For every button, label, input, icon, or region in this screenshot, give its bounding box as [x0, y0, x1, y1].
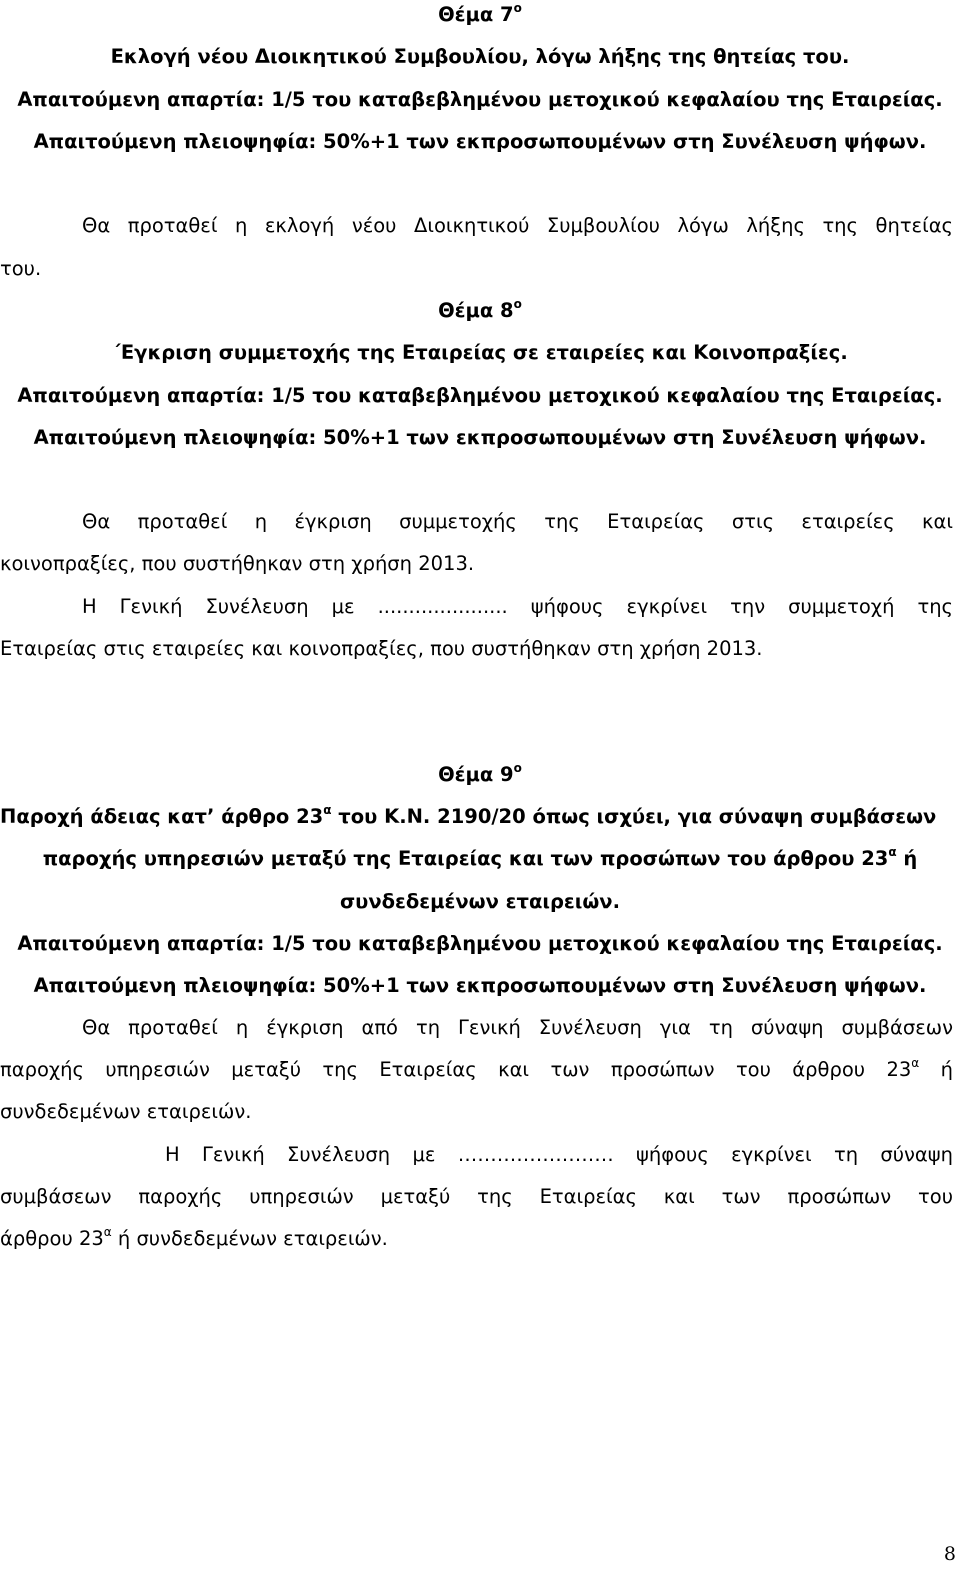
- topic-9-majority: Απαιτούμενη πλειοψηφία: 50%+1 των εκπροσωπουμένων στη Συνέλευση ψήφων.: [33, 974, 927, 997]
- topic-9-title-line: συνδεδεμένων εταιρειών.: [340, 890, 620, 913]
- topic-8-quorum: Απαιτούμενη απαρτία: 1/5 του καταβεβλημένου μετοχικού κεφαλαίου της Εταιρείας.: [17, 384, 943, 407]
- topic-7-title: Εκλογή νέου Διοικητικού Συμβουλίου, λόγω λήξης της θητείας του.: [110, 45, 850, 68]
- topic-9-body-line: άρθρου $23^\alpha$ ή συνδεδεμένων εταιρειών.: [0, 1224, 388, 1250]
- topic-9-body-line: συνδεδεμένων εταιρειών.: [0, 1100, 252, 1123]
- topic-8-body-line: κοινοπραξίες, που συστήθηκαν στη χρήση 2013.: [0, 552, 475, 575]
- topic-8-body-line: Η Γενική Συνέλευση με ..................... ψήφους εγκρίνει την συμμετοχή της: [82, 595, 953, 618]
- topic-9-body-line: συμβάσεων παροχής υπηρεσιών μεταξύ της Εταιρείας και των προσώπων του: [0, 1185, 953, 1208]
- topic-9-heading: Θέμα $9^o$: [438, 760, 522, 786]
- topic-8-title: ΄Εγκριση συμμετοχής της Εταιρείας σε εταιρείες και Κοινοπραξίες.: [112, 341, 848, 364]
- page-number: 8: [943, 1543, 956, 1565]
- topic-8-heading: Θέμα $8^o$: [438, 296, 522, 322]
- topic-9-body-line: παροχής υπηρεσιών μεταξύ της Εταιρείας και των προσώπων του άρθρου $23^\alpha$ ή: [0, 1055, 953, 1081]
- topic-7-quorum: Απαιτούμενη απαρτία: 1/5 του καταβεβλημένου μετοχικού κεφαλαίου της Εταιρείας.: [17, 88, 943, 111]
- topic-9-title-line: παροχής υπηρεσιών μεταξύ της Εταιρείας και των προσώπων του άρθρου $23^\alpha$ ή: [42, 844, 918, 870]
- topic-7-body-line: του.: [0, 257, 42, 280]
- topic-8-body-line: Θα προταθεί η έγκριση συμμετοχής της Εταιρείας στις εταιρείες και: [82, 510, 953, 533]
- topic-9-body-line: Η Γενική Συνέλευση με …………………… ψήφους εγκρίνει τη σύναψη: [165, 1143, 953, 1166]
- topic-9-body-line: Θα προταθεί η έγκριση από τη Γενική Συνέλευση για τη σύναψη συμβάσεων: [82, 1016, 953, 1039]
- topic-7-body-line: Θα προταθεί η εκλογή νέου Διοικητικού Συμβουλίου λόγω λήξης της θητείας: [82, 214, 953, 237]
- topic-9-title-line: Παροχή άδειας κατ’ άρθρο $23^\alpha$ του Κ.Ν. 2190/20 όπως ισχύει, για σύναψη συμβάσεων: [0, 802, 937, 828]
- topic-8-body-line: Εταιρείας στις εταιρείες και κοινοπραξίες, που συστήθηκαν στη χρήση 2013.: [0, 637, 763, 660]
- topic-8-majority: Απαιτούμενη πλειοψηφία: 50%+1 των εκπροσωπουμένων στη Συνέλευση ψήφων.: [33, 426, 927, 449]
- topic-7-majority: Απαιτούμενη πλειοψηφία: 50%+1 των εκπροσωπουμένων στη Συνέλευση ψήφων.: [33, 130, 927, 153]
- topic-7-heading: Θέμα $7^o$: [438, 0, 522, 26]
- topic-9-quorum: Απαιτούμενη απαρτία: 1/5 του καταβεβλημένου μετοχικού κεφαλαίου της Εταιρείας.: [17, 932, 943, 955]
